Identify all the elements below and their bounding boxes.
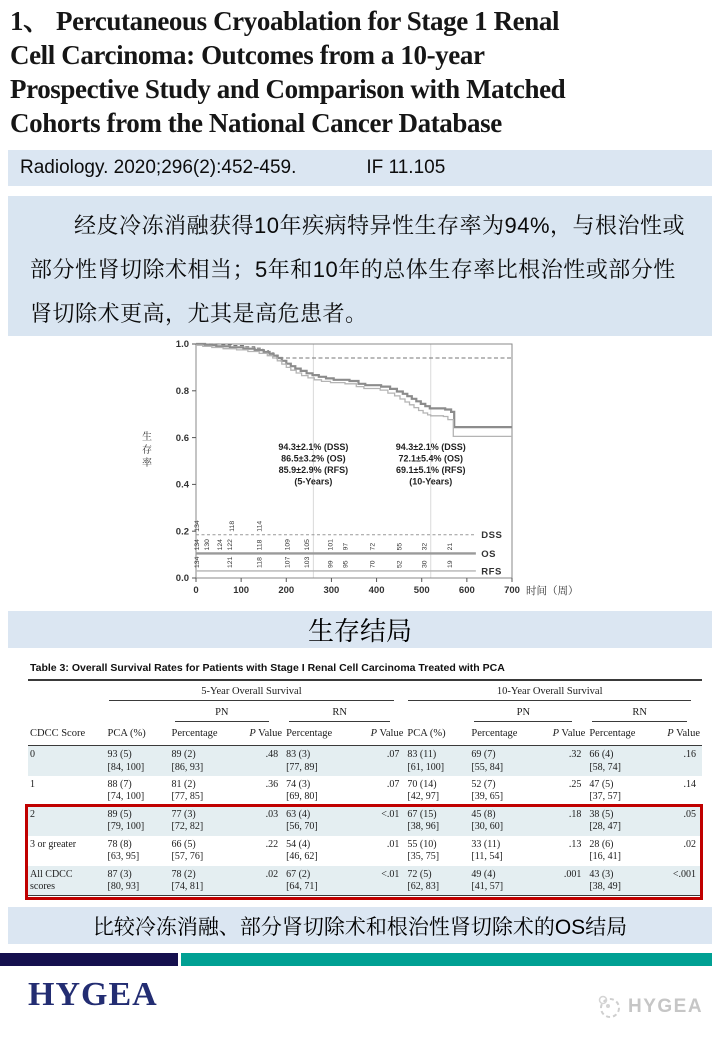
svg-text:0: 0 [193,585,199,596]
table-row: 3 or greater 78 (8) [63, 95] 66 (5) [57, 76] .22 54 (4) [46, 62] .01 55 (10) [35, 75] 33 (11) [11, 54] .13 28 (6) [16, 41] .02 [30,838,696,862]
survival-chart-svg [126,334,606,608]
svg-text:0.4: 0.4 [175,479,189,491]
svg-text:130: 130 [203,539,211,551]
citation-journal: Radiology. 2020;296(2):452-459. [20,157,297,178]
column-header: CDCC Score [28,723,106,746]
figure-caption-band [8,611,712,648]
svg-text:101: 101 [327,539,335,551]
svg-text:200: 200 [278,585,295,596]
hygea-logo: HYGEA [28,976,158,1013]
subgroup-header: PN [170,702,285,723]
column-header: Percentage [170,723,237,746]
figure-caption: 生存结局 [307,616,412,646]
svg-text:134: 134 [194,556,201,568]
svg-text:32: 32 [421,542,429,551]
group-header: 10-Year Overall Survival [405,680,702,702]
svg-text:103: 103 [304,556,312,568]
survival-chart [126,334,606,608]
svg-text:122: 122 [226,539,234,551]
group-header: 5-Year Overall Survival [106,680,406,702]
table-caption: 比较冷冻消融、部分肾切除术和根治性肾切除术的OS结局 [92,915,628,939]
summary-box [8,196,712,336]
svg-text:99: 99 [327,560,335,568]
svg-text:DSS: DSS [481,530,503,542]
svg-text:72: 72 [369,542,377,551]
svg-text:55: 55 [396,542,404,551]
subgroup-header: PN [469,702,587,723]
footer-bar-teal [181,953,712,966]
svg-text:118: 118 [256,539,264,551]
svg-text:52: 52 [396,560,404,568]
svg-text:134: 134 [194,520,201,532]
svg-text:124: 124 [217,539,225,551]
svg-text:400: 400 [368,585,385,596]
column-header: Percentage [284,723,351,746]
svg-text:600: 600 [458,585,475,596]
svg-text:RFS: RFS [481,566,502,578]
svg-text:134: 134 [194,539,201,551]
column-header: PCA (%) [405,723,469,746]
column-header: P Value [655,723,702,746]
os-rates-table [28,679,702,896]
svg-text:118: 118 [229,520,237,532]
svg-text:700: 700 [504,585,520,596]
svg-text:30: 30 [421,560,429,568]
svg-text:0.8: 0.8 [175,386,189,397]
footer-bar-navy [0,953,178,966]
svg-text:70: 70 [369,560,377,568]
citation-bar [8,150,712,186]
table-caption-band [8,907,712,944]
watermark [596,994,703,1020]
table-row: 2 89 (5) [79, 100] 77 (3) [72, 82] .03 63 (4) [56, 70] <.01 67 (15) [38, 96] 45 (8) [30, 60] .18 38 (5) [28, 47] .05 [28,806,702,836]
svg-text:19: 19 [446,560,454,568]
hygea-logo-icon [596,994,622,1020]
svg-text:0.2: 0.2 [175,526,189,538]
impact-factor: IF 11.105 [366,157,446,178]
svg-text:300: 300 [323,585,340,596]
svg-text:97: 97 [342,542,350,551]
column-header: PCA (%) [106,723,170,746]
watermark-text: HYGEA [628,996,704,1017]
svg-text:95: 95 [342,560,350,568]
svg-text:500: 500 [413,585,430,596]
svg-text:0.0: 0.0 [175,573,189,585]
table-row: All CDCC scores 87 (3) [80, 93] 78 (2) [74, 81] .02 67 (2) [64, 71] <.01 72 (5) [62, 83] 49 (4) [41, 57] .001 43 (3) [38, 49] <.001 [28,866,702,896]
table-row: 1 88 (7) [74, 100] 81 (2) [77, 85] .36 74 (3) [69, 80] .07 70 (14) [42, 97] 52 (7) [39, 65] .25 47 (5) [37, 57] .14 [30,778,696,802]
column-header: P Value [237,723,284,746]
summary-text: 经皮冷冻消融获得10年疾病特异性生存率为94%，与根治性或部分性肾切除术相当；5年和10年的总体生存率比根治性或部分性肾切除术更高，尤其是高危患者。 [30,213,686,326]
svg-text:107: 107 [284,556,292,568]
svg-text:114: 114 [256,520,264,532]
svg-text:100: 100 [233,585,250,596]
svg-text:1.0: 1.0 [175,339,189,351]
svg-text:109: 109 [284,539,292,551]
column-header: Percentage [469,723,536,746]
svg-text:105: 105 [304,539,312,551]
page-title: 1、 Percutaneous Cryoablation for Stage 1 Renal Cell Carcinoma: Outcomes from a 10-year Prospective Study and Comparison with Matched Cohorts from the National Cancer Database [10,6,566,138]
svg-text:94.3±2.1% (DSS)86.5±3.2% (OS)8: 94.3±2.1% (DSS) 86.5±3.2% (OS) 85.9±2.9% (RFS) (5-Years) [278,442,349,487]
subgroup-header: RN [587,702,702,723]
svg-text:OS: OS [481,548,497,560]
column-header: P Value [351,723,405,746]
svg-text:生存率: 生存率 [142,432,152,469]
table-title: Table 3: Overall Survival Rates for Patients with Stage I Renal Cell Carcinoma Treated with PCA [30,662,505,674]
column-header: Percentage [587,723,654,746]
svg-text:时间（周）: 时间（周） [526,585,579,597]
column-header: P Value [537,723,588,746]
svg-text:94.3±2.1% (DSS)72.1±5.4% (OS)6: 94.3±2.1% (DSS) 72.1±5.4% (OS) 69.1±5.1% (RFS) (10-Years) [395,442,466,487]
table-wrap [28,662,702,896]
subgroup-header: RN [284,702,405,723]
svg-text:121: 121 [226,556,234,568]
svg-text:0.6: 0.6 [175,432,189,444]
svg-text:21: 21 [446,542,454,551]
table-row: 0 93 (5) [84, 100] 89 (2) [86, 93] .48 83 (3) [77, 89] .07 83 (11) [61, 100] 69 (7) [55, 84] .32 66 (4) [58, 74] .16 [28,746,702,776]
svg-text:118: 118 [256,557,264,568]
